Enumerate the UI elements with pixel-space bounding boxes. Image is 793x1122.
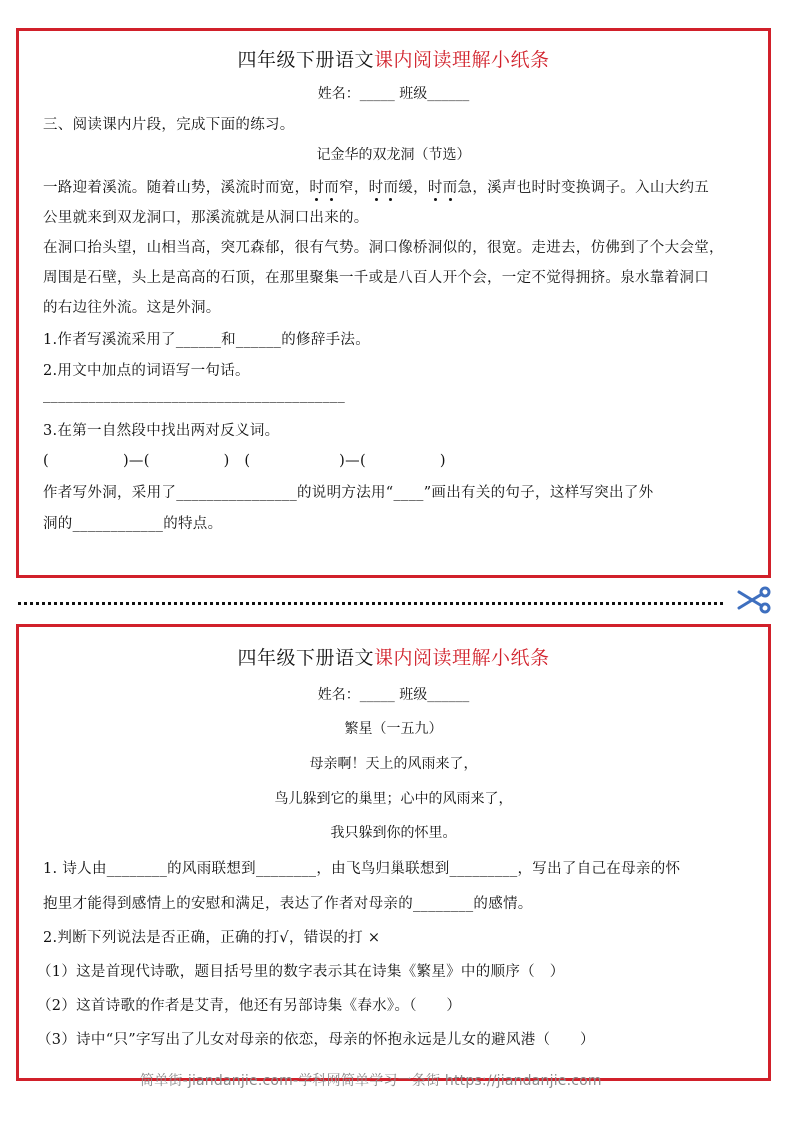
question-4-line2: 洞的____________的特点。 bbox=[43, 516, 223, 532]
card-title bbox=[19, 45, 768, 72]
title-black: 四年级下册语文 bbox=[237, 647, 374, 669]
cut-line bbox=[18, 602, 723, 605]
question-2-answer-blank[interactable]: ________________________________________ bbox=[43, 387, 345, 403]
judge-item-3[interactable]: （3）诗中“只”字写出了儿女对母亲的依恋，母亲的怀抱永远是儿女的避风港（ ） bbox=[37, 1032, 595, 1048]
passage-para1-line1 bbox=[43, 176, 754, 197]
question-2: 2.判断下列说法是否正确，正确的打√，错误的打 × bbox=[43, 930, 381, 946]
question-1-line2: 抱里才能得到感情上的安慰和满足，表达了作者对母亲的________的感情。 bbox=[43, 896, 533, 912]
card-title bbox=[19, 643, 768, 670]
reading-card-2 bbox=[16, 624, 771, 1081]
judge-item-1[interactable]: （1）这是首现代诗歌，题目括号里的数字表示其在诗集《繁星》中的顺序（ ） bbox=[37, 964, 565, 980]
passage-title: 记金华的双龙洞（节选） bbox=[316, 147, 471, 163]
poem-line-3: 我只躲到你的怀里。 bbox=[330, 825, 457, 841]
question-2: 2.用文中加点的词语写一句话。 bbox=[43, 363, 250, 379]
poem-line-1: 母亲啊！天上的风雨来了， bbox=[309, 756, 478, 772]
passage-para2-line2: 周围是石壁，头上是高高的石顶，在那里聚集一千或是八百人开个会，一定不觉得拥挤。泉水靠着洞口 bbox=[43, 270, 709, 286]
poem-line-2: 鸟儿躲到它的巢里；心中的风雨来了， bbox=[274, 791, 513, 807]
scissors-icon bbox=[736, 586, 772, 614]
passage-para2-line3: 的右边往外流。这是外洞。 bbox=[43, 300, 221, 316]
dotted-words: 时而窄，时而缓，时而急 bbox=[309, 180, 473, 196]
passage-para2-line1: 在洞口抬头望，山相当高，突兀森郁，很有气势。洞口像桥洞似的，很宽。走进去，仿佛到了个大会堂， bbox=[43, 240, 724, 256]
title-black: 四年级下册语文 bbox=[237, 49, 374, 71]
name-class-line: 姓名：_____ 班级______ bbox=[317, 687, 470, 703]
question-4-line1: 作者写外洞，采用了________________的说明方法用“____”画出有关的句子，这样写突出了外 bbox=[43, 485, 654, 501]
text-segment: ，溪声也时时变换调子。入山大约五 bbox=[472, 180, 710, 196]
reading-card-1 bbox=[16, 28, 771, 578]
title-red: 课内阅读理解小纸条 bbox=[374, 49, 550, 71]
title-red: 课内阅读理解小纸条 bbox=[374, 647, 550, 669]
judge-item-2[interactable]: （2）这首诗歌的作者是艾青，他还有另部诗集《春水》。（ ） bbox=[37, 998, 462, 1014]
question-3-antonym-pairs[interactable]: ( )—( ) ( )—( ) bbox=[43, 453, 446, 469]
poem-title: 繁星（一五九） bbox=[344, 721, 443, 737]
section-instruction: 三、阅读课内片段，完成下面的练习。 bbox=[43, 117, 295, 133]
text-segment: 一路迎着溪流。随着山势，溪流时而宽， bbox=[43, 180, 310, 196]
passage-para1-line2: 公里就来到双龙洞口，那溪流就是从洞口出来的。 bbox=[43, 210, 369, 226]
name-class-line: 姓名：_____ 班级______ bbox=[317, 86, 470, 102]
question-1-line1: 1. 诗人由________的风雨联想到________，由飞鸟归巢联想到_________，写出了自己在母亲的怀 bbox=[43, 861, 681, 877]
question-1: 1.作者写溪流采用了______和______的修辞手法。 bbox=[43, 332, 371, 348]
watermark: 简单街-jiandanjie.com-学科网简单学习一条街 https://jiandanjie.com bbox=[140, 1073, 602, 1089]
question-3: 3.在第一自然段中找出两对反义词。 bbox=[43, 423, 280, 439]
